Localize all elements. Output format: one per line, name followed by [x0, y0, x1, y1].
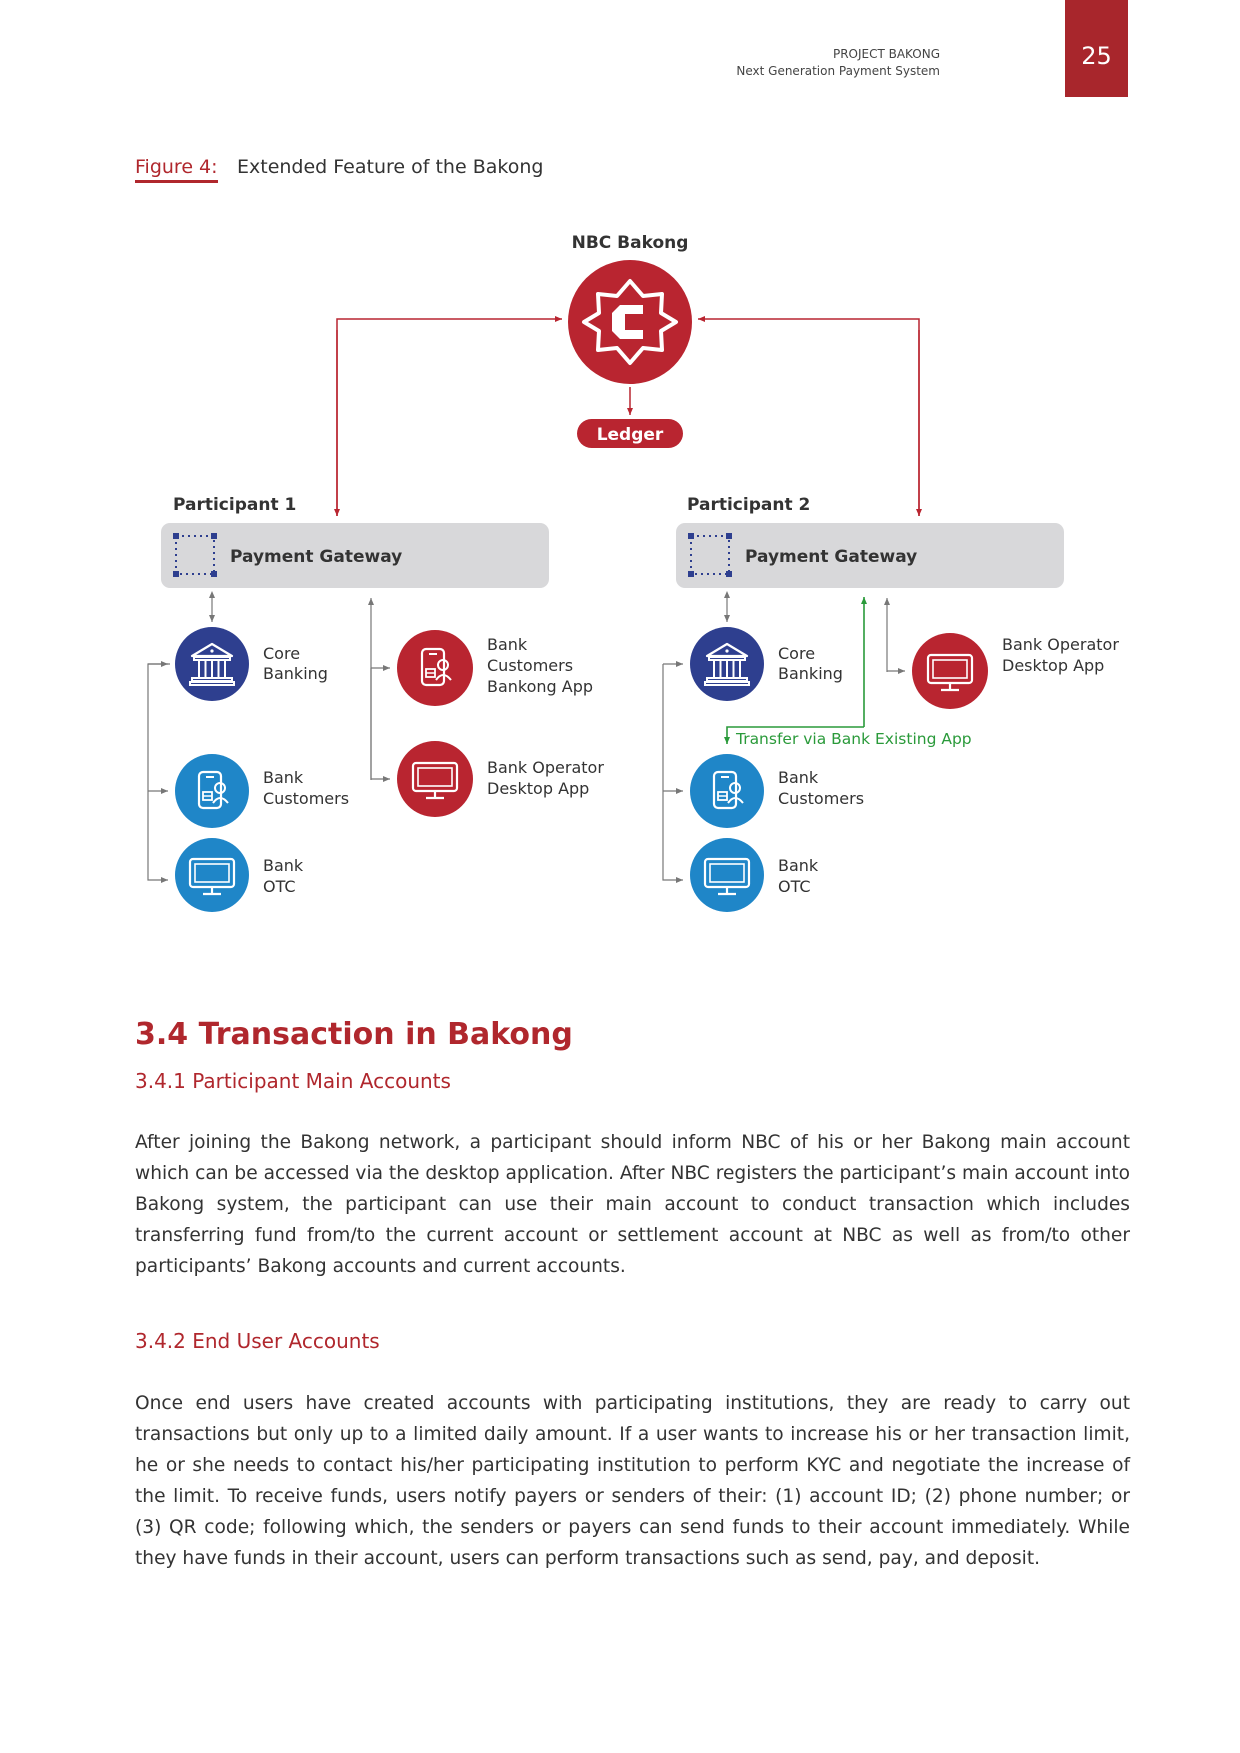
payment-gateway-label: Payment Gateway [745, 547, 918, 567]
header-subtitle: Next Generation Payment System [736, 64, 940, 78]
p2-core-banking-line2: Banking [778, 664, 843, 683]
p2-bank-otc-node [690, 838, 764, 912]
p2-bank-operator-line2: Desktop App [1002, 656, 1105, 675]
p1-bank-operator-line2: Desktop App [487, 779, 590, 798]
p1-core-banking-line2: Banking [263, 664, 328, 683]
p1-bank-customers-line2: Customers [263, 789, 350, 808]
section-heading: 3.4 Transaction in Bakong [135, 1017, 573, 1052]
p2-bank-otc-line1: Bank [778, 856, 819, 875]
p2-core-banking-line1: Core [778, 644, 816, 663]
header-project-name: PROJECT BAKONG [832, 47, 940, 61]
p2-bank-customers-node [690, 754, 764, 828]
p2-bank-operator-line1: Bank Operator [1002, 635, 1119, 654]
figure-title: Extended Feature of the Bakong [237, 156, 544, 178]
subsection-1-heading: 3.4.1 Participant Main Accounts [135, 1069, 451, 1093]
p2-bank-customers-line1: Bank [778, 768, 819, 787]
p1-bank-customers-line1: Bank [263, 768, 304, 787]
p1-bankong-app-line3: Bankong App [487, 677, 594, 696]
p1-bankong-app-line1: Bank [487, 635, 528, 654]
page-number: 25 [1065, 0, 1128, 97]
p2-bank-otc-line2: OTC [778, 877, 811, 896]
p1-bank-otc-line1: Bank [263, 856, 304, 875]
participant-2-title: Participant 2 [687, 495, 811, 515]
p1-bank-operator-line1: Bank Operator [487, 758, 604, 777]
p1-bank-operator-desktop-node [397, 741, 473, 817]
p1-bank-otc-line2: OTC [263, 877, 296, 896]
transfer-via-bank-existing-app-label: Transfer via Bank Existing App [736, 730, 972, 748]
subsection-2-heading: 3.4.2 End User Accounts [135, 1329, 380, 1353]
ledger-label: Ledger [596, 425, 664, 445]
p1-bank-customers-node [175, 754, 249, 828]
p1-bank-customers-bankong-app-node [397, 630, 473, 706]
payment-gateway-label: Payment Gateway [230, 547, 403, 567]
figure-label: Figure 4: [135, 156, 218, 183]
p2-bank-customers-line2: Customers [778, 789, 865, 808]
p2-bank-operator-desktop-node [912, 633, 988, 709]
p1-bank-otc-node [175, 838, 249, 912]
subsection-1-paragraph: After joining the Bakong network, a participant should inform NBC of his or her Bakong main account which can be accessed via the desktop application. After NBC registers the participant’s main account into Bakong system, the participant can use their main account to conduct transaction which includes transferring fund from/to the current account or settlement account at NBC as well as from/to other participants’ Bakong accounts and current accounts. [135, 1132, 1130, 1277]
subsection-2-paragraph: Once end users have created accounts with participating institutions, they are ready to carry out transactions but only up to a limited daily amount. If a user wants to increase his or her transaction limit, he or she needs to contact his/her participating institution to perform KYC and negotiate the increase of the limit. To receive funds, users notify payers or senders of their: (1) account ID; (2) phone number; or (3) QR code; following which, the senders or payers can send funds to their account immediately. While they have funds in their account, users can perform transactions such as send, pay, and deposit. [135, 1393, 1130, 1569]
nbc-bakong-title: NBC Bakong [571, 233, 689, 253]
bakong-logo-icon [568, 260, 692, 384]
participant-1-title: Participant 1 [173, 495, 297, 515]
p1-core-banking-line1: Core [263, 644, 301, 663]
p1-bankong-app-line2: Customers [487, 656, 574, 675]
